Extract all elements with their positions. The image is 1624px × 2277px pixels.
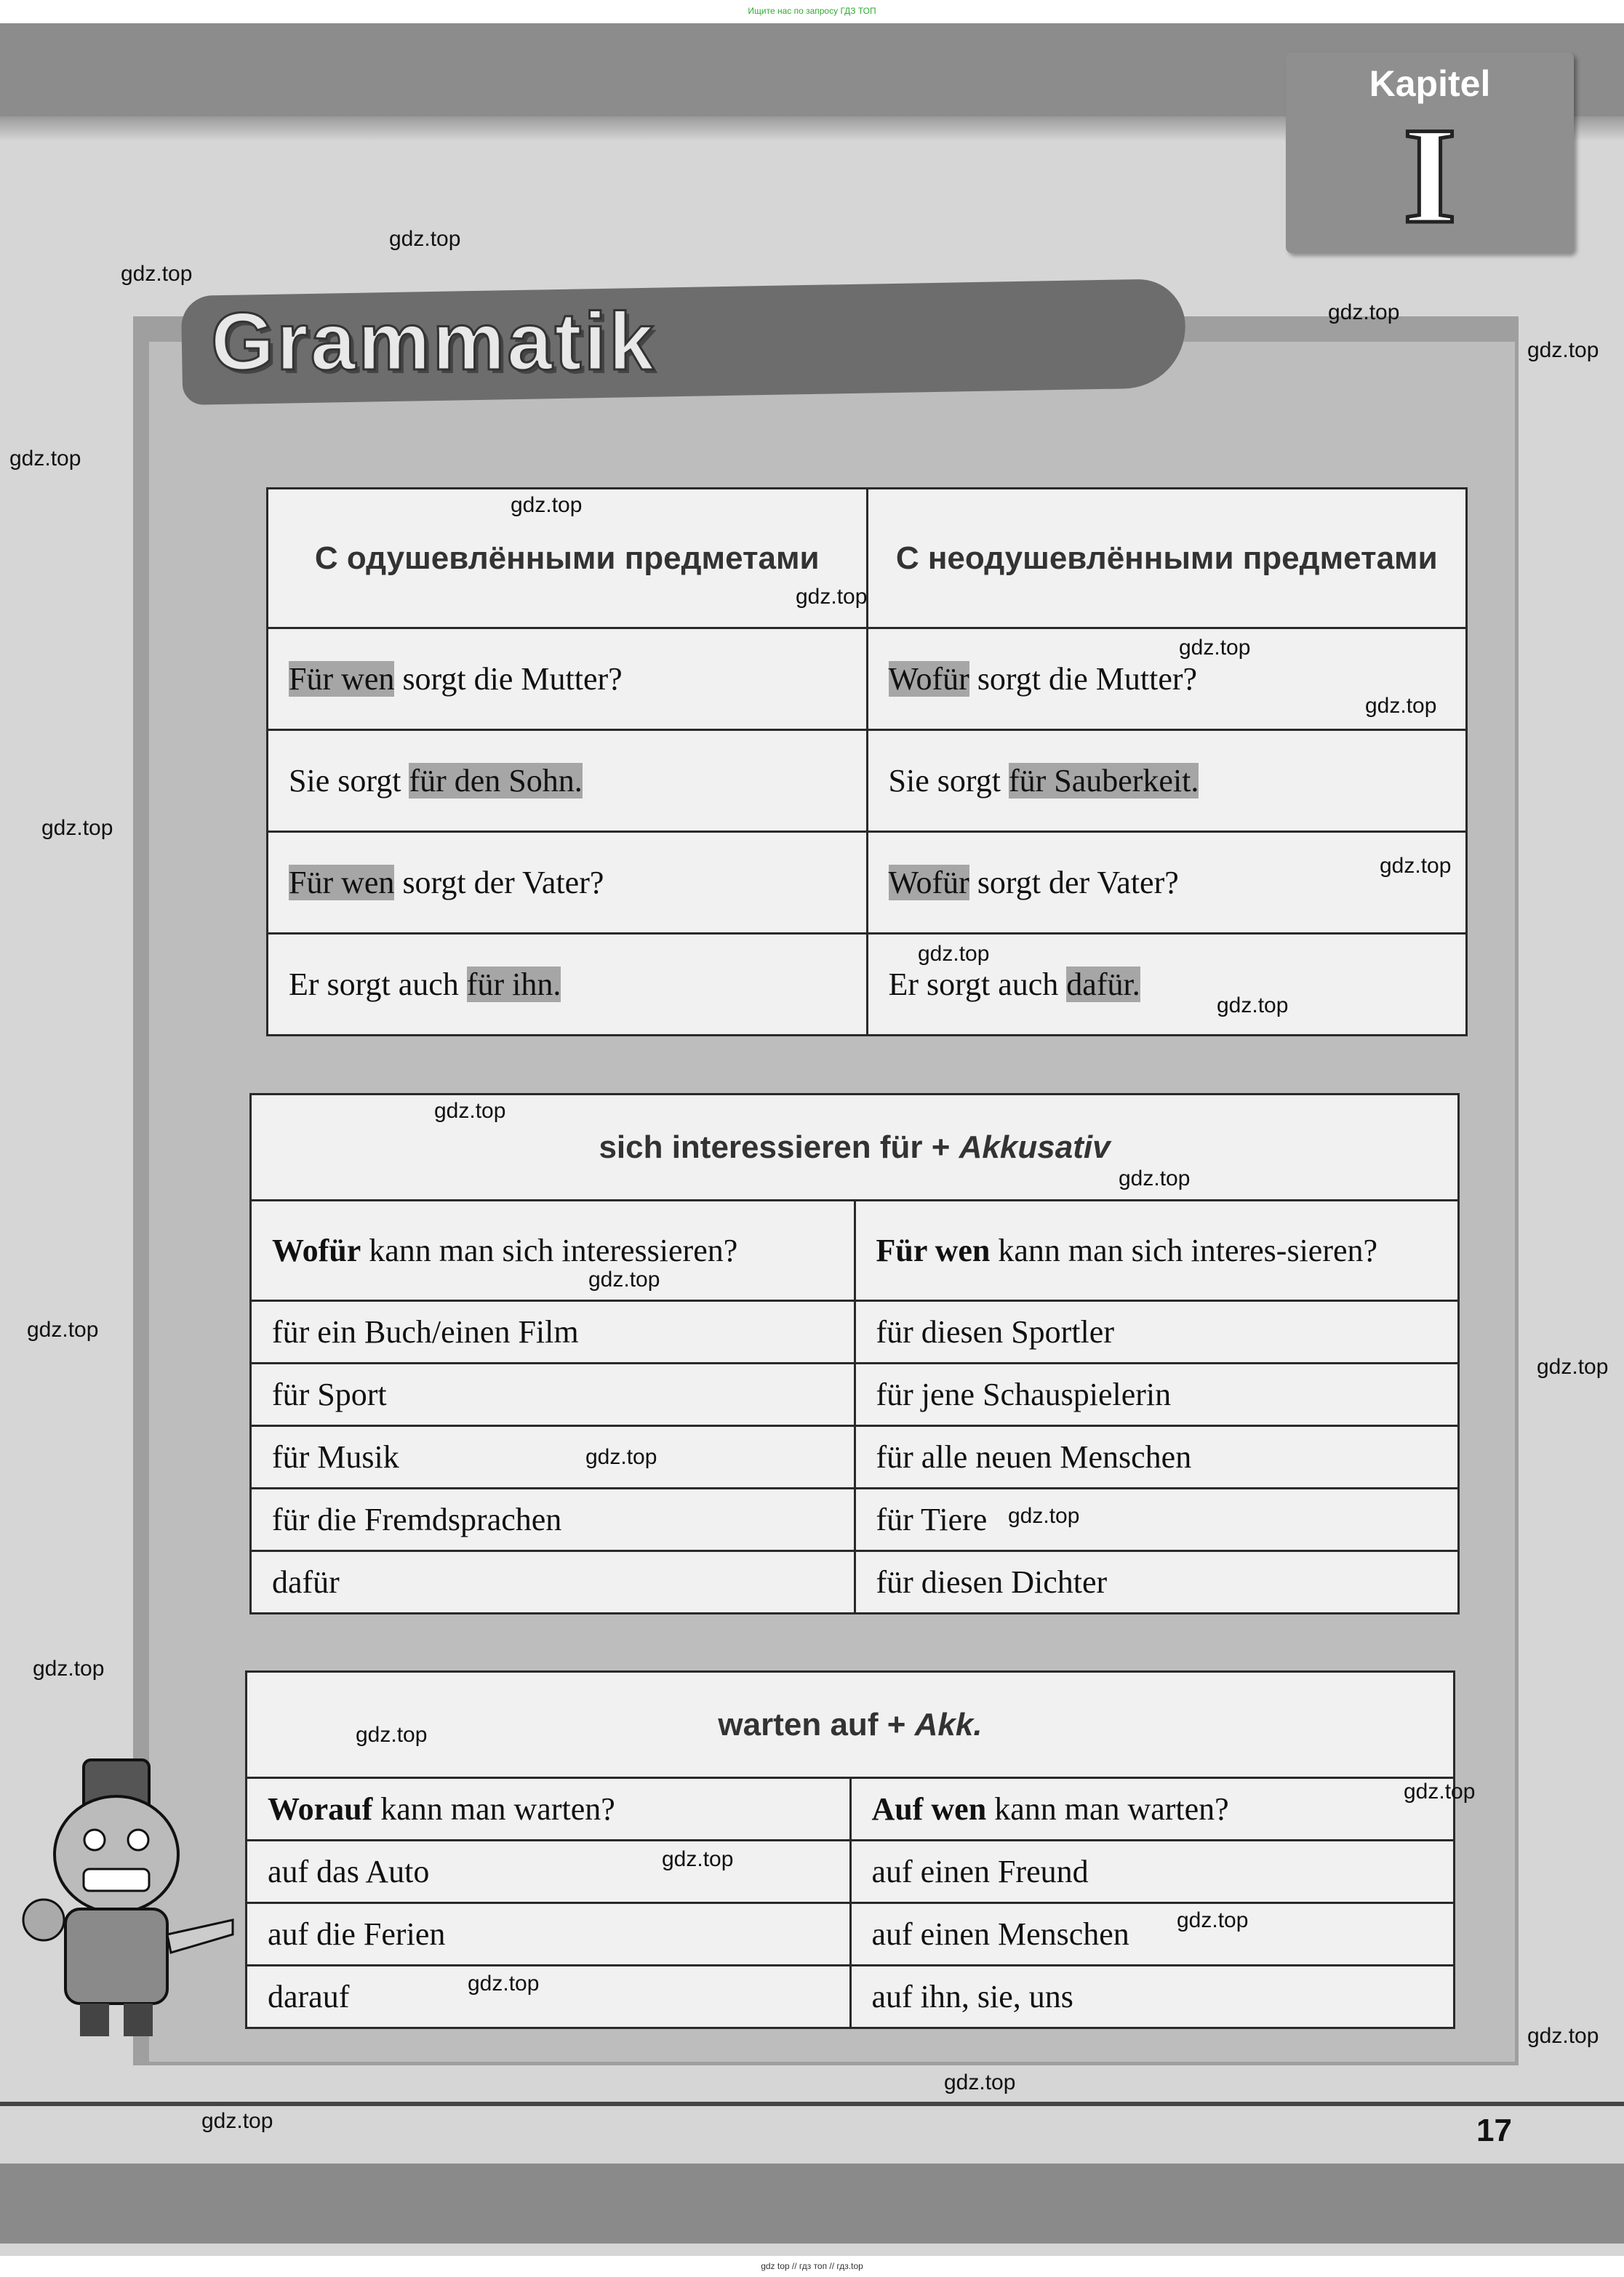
watermark: gdz.top xyxy=(588,1268,660,1292)
table-cell: dafür xyxy=(251,1551,855,1614)
table-row xyxy=(247,1966,1455,2028)
table-cell: Er sorgt auch für ihn. xyxy=(268,934,868,1036)
nutcracker-mascot-icon xyxy=(15,1753,247,2044)
table-cell: Sie sorgt für Sauberkeit. xyxy=(867,730,1467,832)
watermark: gdz.top xyxy=(1179,636,1251,660)
table2-header-right: Für wen kann man sich interes-sieren? xyxy=(855,1201,1459,1301)
table-cell: für Sport xyxy=(251,1364,855,1426)
table-row xyxy=(251,1426,1459,1489)
watermark: gdz.top xyxy=(1008,1504,1080,1528)
table-row xyxy=(268,730,1467,832)
table-cell: Er sorgt auch dafür. xyxy=(867,934,1467,1036)
watermark: gdz.top xyxy=(389,227,461,251)
chapter-label: Kapitel xyxy=(1369,63,1491,104)
table-cell: für diesen Dichter xyxy=(855,1551,1459,1614)
table3-header-left: Worauf kann man warten? xyxy=(247,1778,851,1841)
table-row xyxy=(268,934,1467,1036)
watermark: gdz.top xyxy=(796,585,868,609)
table-cell: Für wen sorgt die Mutter? xyxy=(268,628,868,730)
table1-header-animate: С одушевлёнными предметами xyxy=(268,489,868,628)
watermark: gdz.top xyxy=(121,262,193,286)
table-cell: darauf xyxy=(247,1966,851,2028)
table-row xyxy=(251,1201,1459,1301)
table-cell: auf einen Menschen xyxy=(850,1903,1455,1966)
table-sich-interessieren xyxy=(249,1093,1460,1614)
table3-title: warten auf + Akk. xyxy=(247,1672,1455,1778)
chapter-number: I xyxy=(1403,100,1457,252)
table-cell: für die Fremdsprachen xyxy=(251,1489,855,1551)
watermark: gdz.top xyxy=(662,1847,734,1871)
watermark: gdz.top xyxy=(585,1445,657,1469)
footer-ink-band xyxy=(0,2164,1624,2244)
watermark: gdz.top xyxy=(1527,338,1599,362)
table-row xyxy=(251,1489,1459,1551)
table-row xyxy=(268,628,1467,730)
bottom-banner: gdz top // гдз топ // гдз.top xyxy=(0,2256,1624,2277)
table2-title: sich interessieren für + Akkusativ xyxy=(251,1095,1459,1201)
table2-header-left: Wofür kann man sich interessieren? xyxy=(251,1201,855,1301)
table-cell: auf ihn, sie, uns xyxy=(850,1966,1455,2028)
table-cell: für alle neuen Menschen xyxy=(855,1426,1459,1489)
table-cell: Für wen sorgt der Vater? xyxy=(268,832,868,934)
table-row xyxy=(268,832,1467,934)
table-sorgen-fuer xyxy=(266,487,1468,1036)
watermark: gdz.top xyxy=(918,942,990,966)
table-cell: auf einen Freund xyxy=(850,1841,1455,1903)
table-row xyxy=(247,1841,1455,1903)
watermark: gdz.top xyxy=(41,816,113,840)
table-cell: auf das Auto xyxy=(247,1841,851,1903)
watermark: gdz.top xyxy=(511,493,583,517)
table-cell: für diesen Sportler xyxy=(855,1301,1459,1364)
table-cell: Wofür sorgt die Mutter? xyxy=(867,628,1467,730)
watermark: gdz.top xyxy=(1404,1780,1476,1804)
watermark: gdz.top xyxy=(434,1099,506,1123)
table-cell: Wofür sorgt der Vater? xyxy=(867,832,1467,934)
table-cell: für jene Schauspielerin xyxy=(855,1364,1459,1426)
chapter-badge xyxy=(1286,52,1574,253)
watermark: gdz.top xyxy=(201,2109,273,2133)
table-cell: auf die Ferien xyxy=(247,1903,851,1966)
table-cell: für Tiere xyxy=(855,1489,1459,1551)
watermark: gdz.top xyxy=(356,1723,428,1747)
table-cell: für ein Buch/einen Film xyxy=(251,1301,855,1364)
top-banner: Ищите нас по запросу ГДЗ ТОП xyxy=(748,6,876,16)
watermark: gdz.top xyxy=(1217,993,1289,1017)
table-cell: Sie sorgt für den Sohn. xyxy=(268,730,868,832)
watermark: gdz.top xyxy=(1527,2024,1599,2048)
table-row xyxy=(251,1301,1459,1364)
page-number: 17 xyxy=(1476,2113,1512,2148)
watermark: gdz.top xyxy=(944,2070,1016,2094)
watermark: gdz.top xyxy=(1380,854,1452,878)
page-title: Grammatik xyxy=(211,296,657,387)
table-row xyxy=(247,1903,1455,1966)
watermark: gdz.top xyxy=(468,1972,540,1996)
table3-header-right: Auf wen kann man warten? xyxy=(850,1778,1455,1841)
watermark: gdz.top xyxy=(33,1657,105,1681)
table-row xyxy=(247,1778,1455,1841)
table-row xyxy=(251,1551,1459,1614)
watermark: gdz.top xyxy=(9,447,81,471)
watermark: gdz.top xyxy=(27,1318,99,1342)
table-cell: für Musik xyxy=(251,1426,855,1489)
watermark: gdz.top xyxy=(1177,1908,1249,1932)
watermark: gdz.top xyxy=(1119,1166,1191,1190)
watermark: gdz.top xyxy=(1328,300,1400,324)
watermark: gdz.top xyxy=(1365,694,1437,718)
watermark: gdz.top xyxy=(1537,1355,1609,1379)
table-row xyxy=(251,1364,1459,1426)
table1-header-inanimate: С неодушевлёнными предметами xyxy=(867,489,1467,628)
